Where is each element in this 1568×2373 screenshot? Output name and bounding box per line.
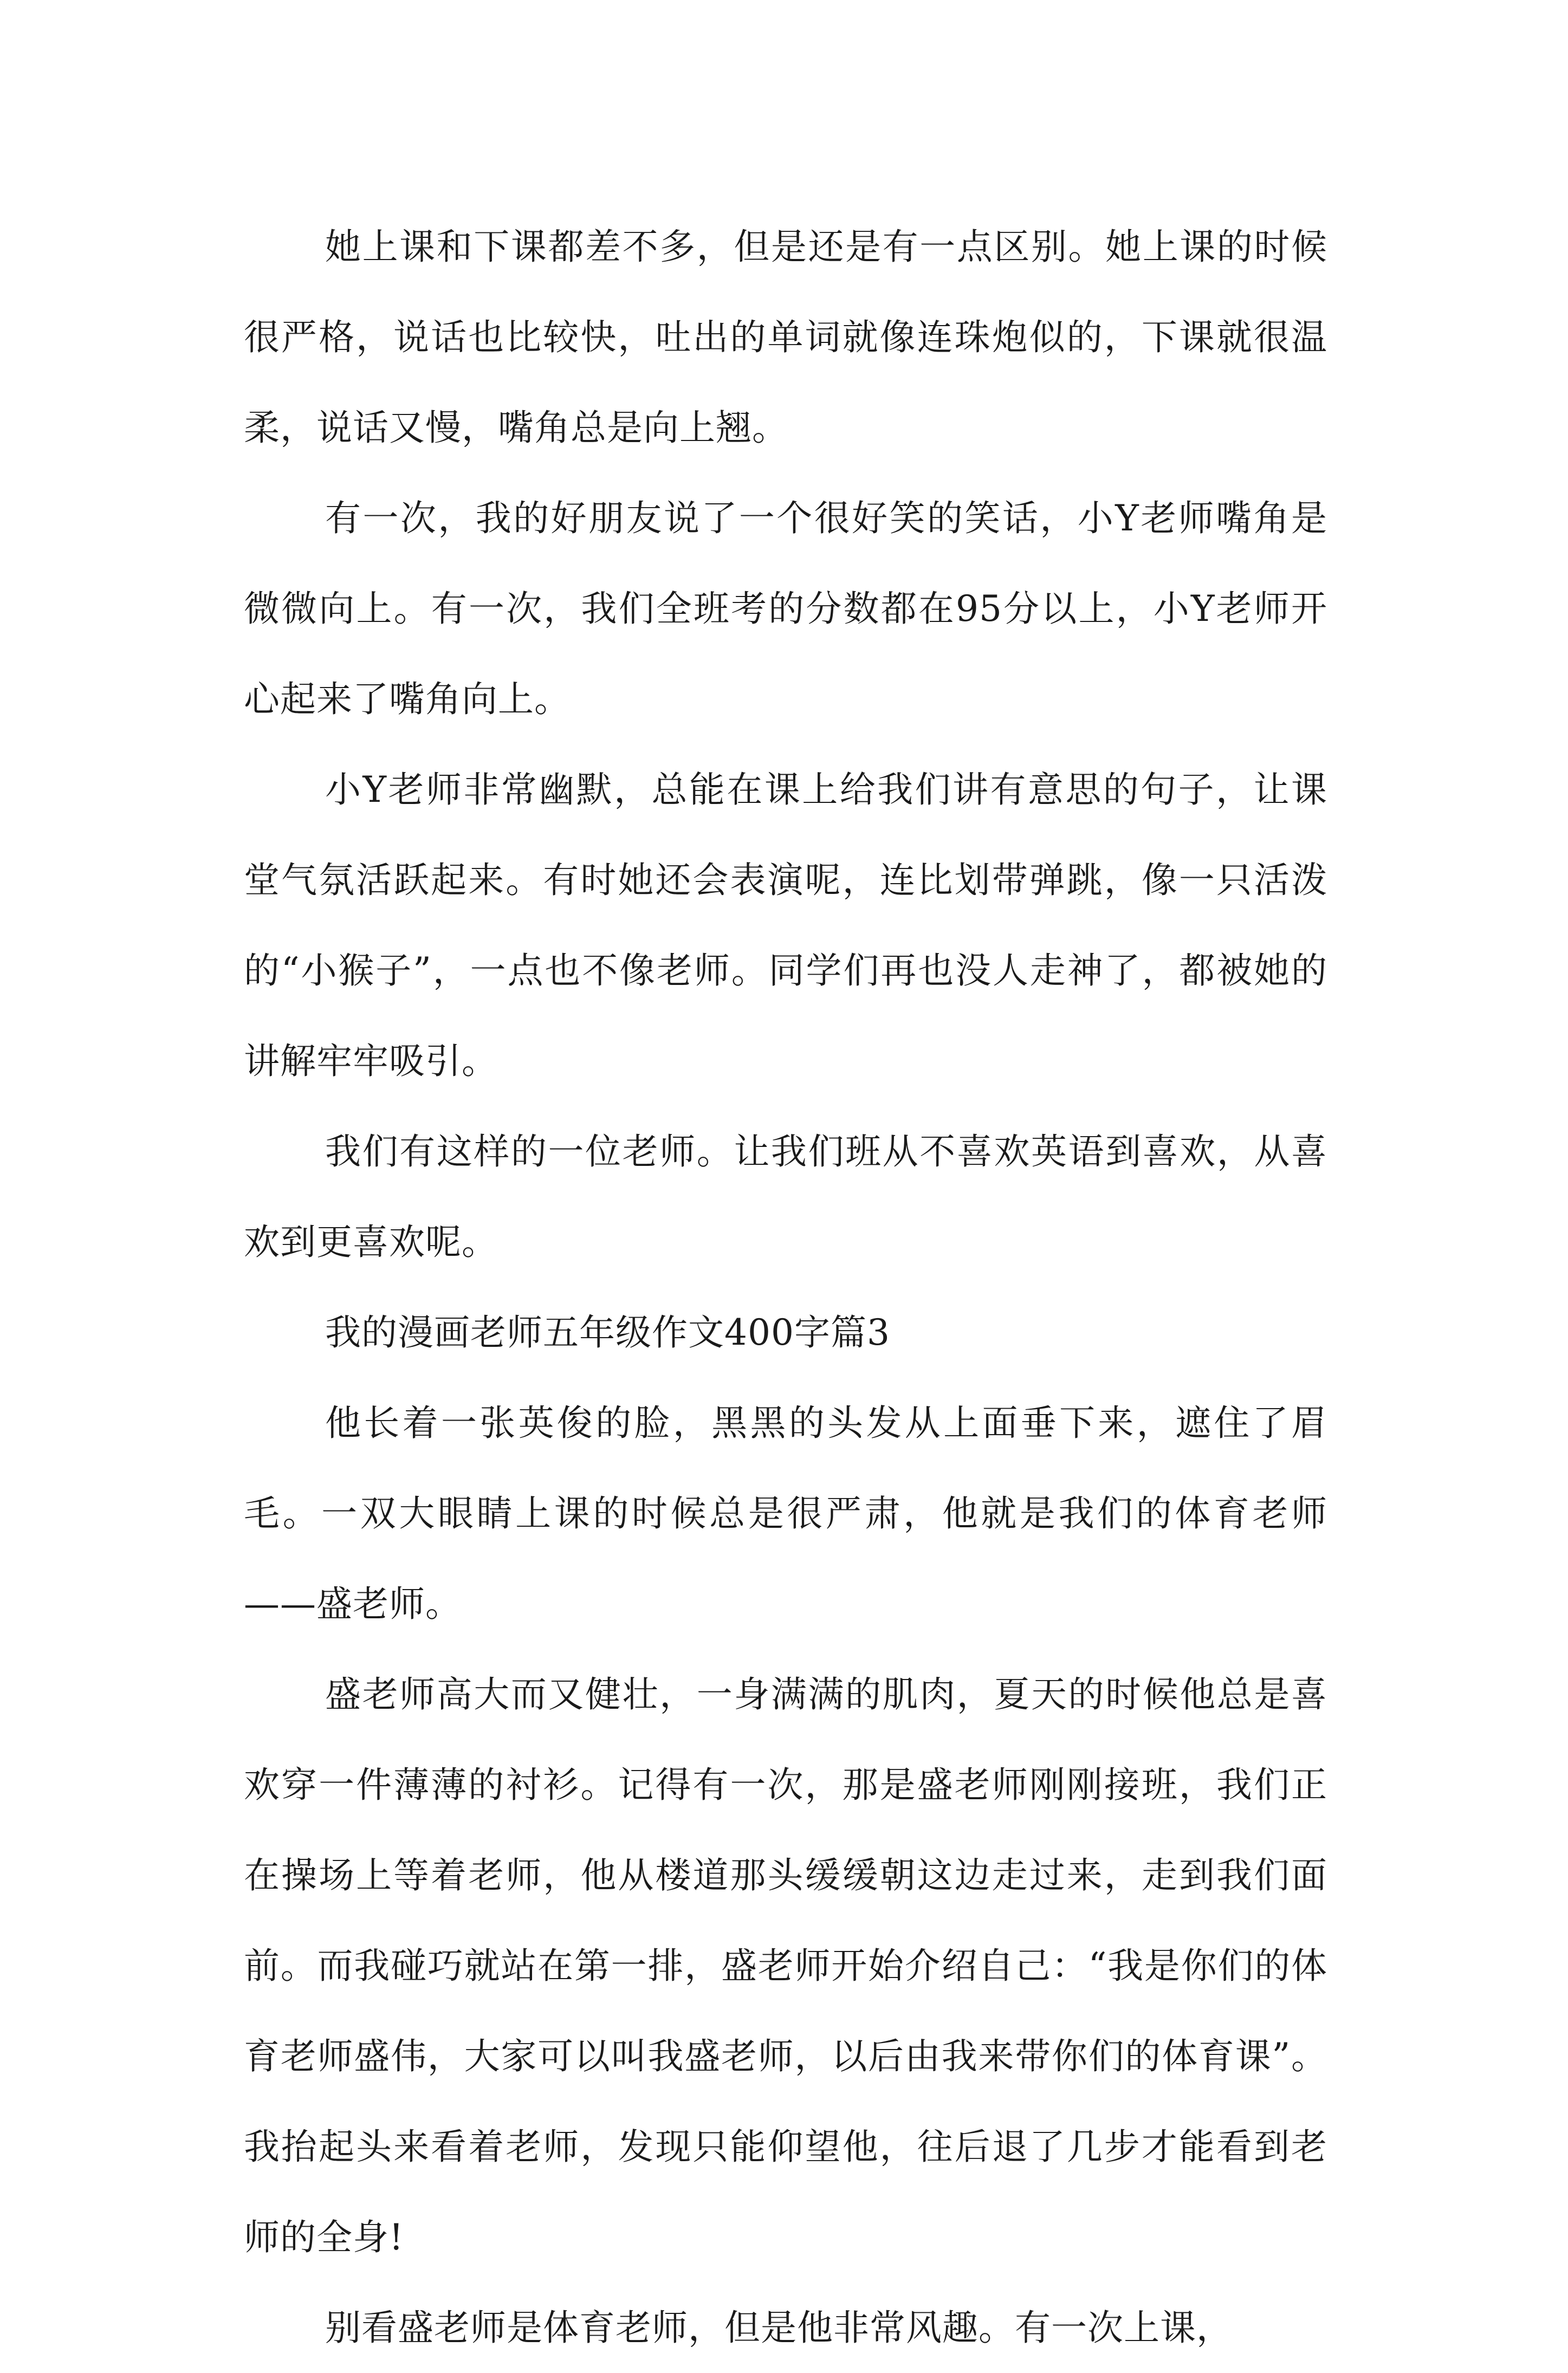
paragraph: 盛老师高大而又健壮，一身满满的肌肉，夏天的时候他总是喜欢穿一件薄薄的衬衫。记得有一次，那是盛老师刚刚接班，我们正在操场上等着老师，他从楼道那头缓缓朝这边走过来，走到我们面前。而我碰巧就站在第一排，盛老师开始介绍自己：“我是你们的体育老师盛伟，大家可以叫我盛老师，以后由我来带你们的体育课”。我抬起头来看着老师，发现只能仰望他，往后退了几步才能看到老师的全身! [244,1674,1327,2258]
paragraph: 她上课和下课都差不多，但是还是有一点区别。她上课的时候很严格，说话也比较快，吐出的单词就像连珠炮似的，下课就很温柔，说话又慢，嘴角总是向上翘。 [244,226,1327,449]
article-body [244,202,1327,2373]
paragraph: 小Y老师非常幽默，总能在课上给我们讲有意思的句子，让课堂气氛活跃起来。有时她还会表演呢，连比划带弹跳，像一只活泼的“小猴子”，一点也不像老师。同学们再也没人走神了，都被她的讲解牢牢吸引。 [244,769,1327,1082]
paragraph: 有一次，我的好朋友说了一个很好笑的笑话，小Y老师嘴角是微微向上。有一次，我们全班考的分数都在95分以上，小Y老师开心起来了嘴角向上。 [244,497,1327,720]
paragraph: 我们有这样的一位老师。让我们班从不喜欢英语到喜欢，从喜欢到更喜欢呢。 [244,1131,1327,1263]
section-title: 我的漫画老师五年级作文400字篇3 [325,1312,890,1353]
paragraph: 别看盛老师是体育老师，但是他非常风趣。有一次上课， [325,2307,1233,2349]
paragraph: 他长着一张英俊的脸，黑黑的头发从上面垂下来，遮住了眉毛。一双大眼睛上课的时候总是很严肃，他就是我们的体育老师——盛老师。 [244,1402,1327,1625]
